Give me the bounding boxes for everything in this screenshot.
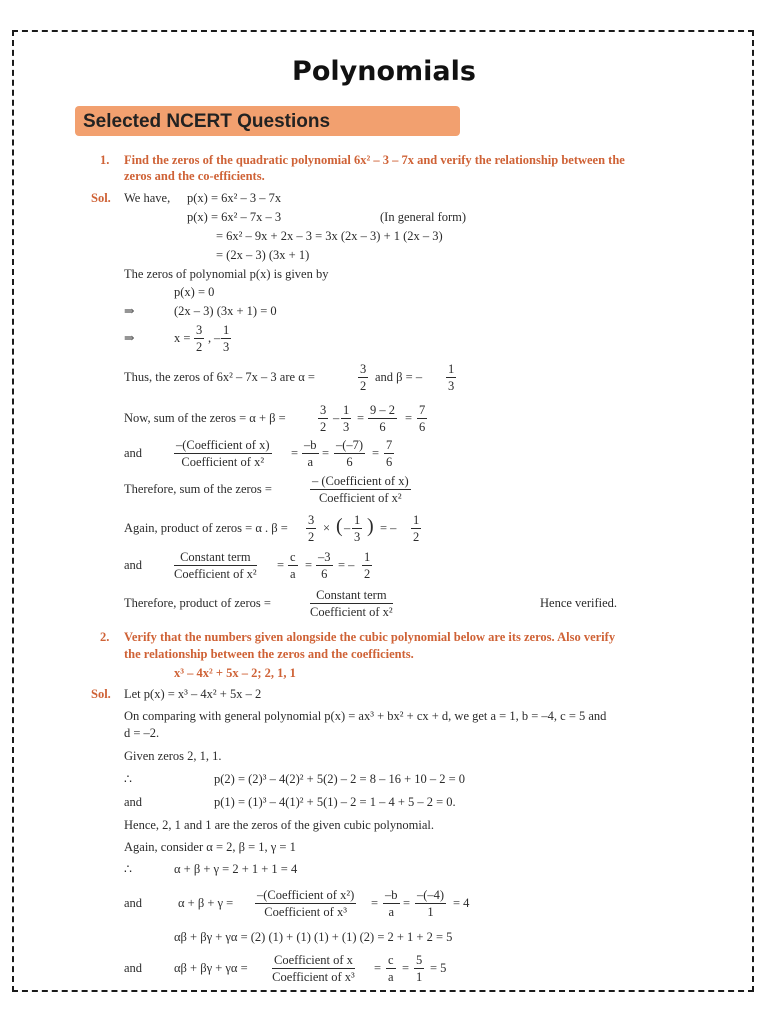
poly-factored: = (2x – 3) (3x + 1) [216,248,310,262]
sum-eq: α + β + γ = [178,896,234,910]
px-equals-zero: p(x) = 0 [174,285,215,299]
sum-result: $\frac{7}{6}$ [419,403,426,434]
sum-frac-combined: $\frac{9 - 2}{6}$ [370,403,395,434]
neg-b-over-a: $\frac{-b}{a}$ [304,438,317,469]
x-equals: x = [174,331,191,345]
question-1-line-1: Find the zeros of the quadratic polynomial 6x² – 3 – 7x and verify the relationship between the [124,153,625,167]
eq-op-7: = [305,558,313,572]
neg3-over-6: $\frac{-3}{6}$ [318,550,331,581]
sum-formula: – (Coefficient of x) Coefficient of x² [312,474,409,505]
equals-5: = 5 [430,961,447,975]
hence-zeros: Hence, 2, 1 and 1 are the zeros of the given cubic polynomial. [124,818,434,832]
and-2: and [124,558,143,572]
poly-general: p(x) = 6x² – 7x – 3 [187,210,282,224]
question-2-line-1: Verify that the numbers given alongside the cubic polynomial below are its zeros. Also verify [124,630,616,644]
pairs-eq: αβ + βγ + γα = [174,961,248,975]
five-over-one: $\frac{5}{1}$ [416,953,423,984]
p2-evaluation: p(2) = (2)³ – 4(2)² + 5(2) – 2 = 8 – 16 + 10 – 2 = 0 [214,772,466,786]
poly-split: = 6x² – 9x + 2x – 3 = 3x (2x – 3) + 1 (2x – 3) [216,229,443,243]
general-form-note: (In general form) [380,210,467,224]
eq-op-6: = [277,558,285,572]
hence-verified: Hence verified. [540,596,618,610]
consider-values: Again, consider α = 2, β = 1, γ = 1 [124,840,296,854]
therefore-product: Therefore, product of zeros = [124,596,271,610]
cubic-sum-ratio: –(Coefficient of x²) Coefficient of x³ [257,888,355,919]
question-2-polynomial: x³ – 4x² + 5x – 2; 2, 1, 1 [174,666,296,680]
times-op: × [323,521,331,535]
eq-op-9: = [403,896,411,910]
and-1: and [124,446,143,460]
comma: , [208,331,212,345]
thus-zeros: Thus, the zeros of 6x² – 7x – 3 are α = [124,370,315,384]
sum-frac-1-3: $\frac{1}{3}$ [343,403,350,434]
eq-op-11: = [402,961,410,975]
equals-4: = 4 [453,896,470,910]
sum-frac-3-2: $\frac{3}{2}$ [320,403,327,434]
question-1-number: 1. [100,153,110,167]
const-ratio: Constant term Coefficient of x² [174,550,257,581]
implies-1: ⇒ [124,304,135,318]
prod-frac-3-2: $\frac{3}{2}$ [308,513,315,544]
and-4: and [124,896,143,910]
eq-op-2: = [405,411,413,425]
eq-op-1: = [357,411,365,425]
sum-of-zeros: Now, sum of the zeros = α + β = [124,411,286,425]
prod-result: $\frac{1}{2}$ [413,513,420,544]
paren-open: ( [336,515,343,537]
neg-neg7-over-6: $\frac{-(-7)}{6}$ [336,438,364,469]
minus: – [214,331,221,345]
minus-op: – [333,411,340,425]
prod-minus: – [344,521,351,535]
product-formula: Constant term Coefficient of x² [310,588,393,619]
eq-op-5: = [372,446,380,460]
we-have: We have, [124,191,171,205]
therefore-symbol-2: ∴ [124,862,132,876]
product-of-zeros: Again, product of zeros = α . β = [124,521,288,535]
therefore-sum: Therefore, sum of the zeros = [124,482,272,496]
given-zeros: Given zeros 2, 1, 1. [124,749,222,763]
paren-close: ) [367,515,374,537]
question-2-line-2: the relationship between the zeros and the coefficients. [124,647,414,661]
and-5: and [124,961,143,975]
beta-frac: $\frac{1}{3}$ [448,362,455,393]
eq-op-3: = [291,446,299,460]
sum-of-roots: α + β + γ = 2 + 1 + 1 = 4 [174,862,298,876]
prod-frac-1-3: $\frac{1}{3}$ [354,513,361,544]
therefore-symbol: ∴ [124,772,132,786]
cubic-neg-b-over-a: $\frac{-b}{a}$ [385,888,398,919]
frac-3-2: $\frac{3}{2}$ [196,323,203,354]
solution-1-label: Sol. [91,191,111,205]
zeros-given-by: The zeros of polynomial p(x) is given by [124,267,329,281]
c-over-a: $\frac{c}{a}$ [290,550,296,581]
compare-line-2: d = –2. [124,726,160,740]
section-banner: Selected NCERT Questions [75,106,460,136]
implies-2: ⇒ [124,331,135,345]
coef-sum-result: $\frac{7}{6}$ [386,438,393,469]
cubic-pair-ratio: Coefficient of x Coefficient of x³ [272,953,355,984]
let-px: Let p(x) = x³ – 4x² + 5x – 2 [124,687,262,701]
eq-op-8: = [371,896,379,910]
const-result: $\frac{1}{2}$ [364,550,371,581]
pairwise-products: αβ + βγ + γα = (2) (1) + (1) (1) + (1) (2) = 2 + 1 + 2 = 5 [174,930,453,944]
p1-evaluation: p(1) = (1)³ – 4(1)² + 5(1) – 2 = 1 – 4 + 5 – 2 = 0. [214,795,456,809]
poly-given: p(x) = 6x² – 3 – 7x [187,191,282,205]
compare-line-1: On comparing with general polynomial p(x) = ax³ + bx² + cx + d, we get a = 1, b = –4, c = 5 and [124,709,607,723]
coef-ratio-sum: –(Coefficient of x) Coefficient of x² [176,438,270,469]
and-beta: and β = – [375,370,423,384]
eq-minus-2: = – [338,558,355,572]
question-1-line-2: zeros and the co-efficients. [124,169,265,183]
neg-neg4-over-1: $\frac{-(-4)}{1}$ [417,888,445,919]
question-2-number: 2. [100,630,110,644]
alpha-frac: $\frac{3}{2}$ [360,362,367,393]
and-3: and [124,795,143,809]
frac-1-3: $\frac{1}{3}$ [223,323,230,354]
eq-op-10: = [374,961,382,975]
eq-op-4: = [322,446,330,460]
page-title: Polynomials [292,56,476,87]
solution-2-label: Sol. [91,687,111,701]
prod-eq-minus: = – [380,521,397,535]
cubic-c-over-a: $\frac{c}{a}$ [388,953,394,984]
factor-equals-zero: (2x – 3) (3x + 1) = 0 [174,304,277,318]
